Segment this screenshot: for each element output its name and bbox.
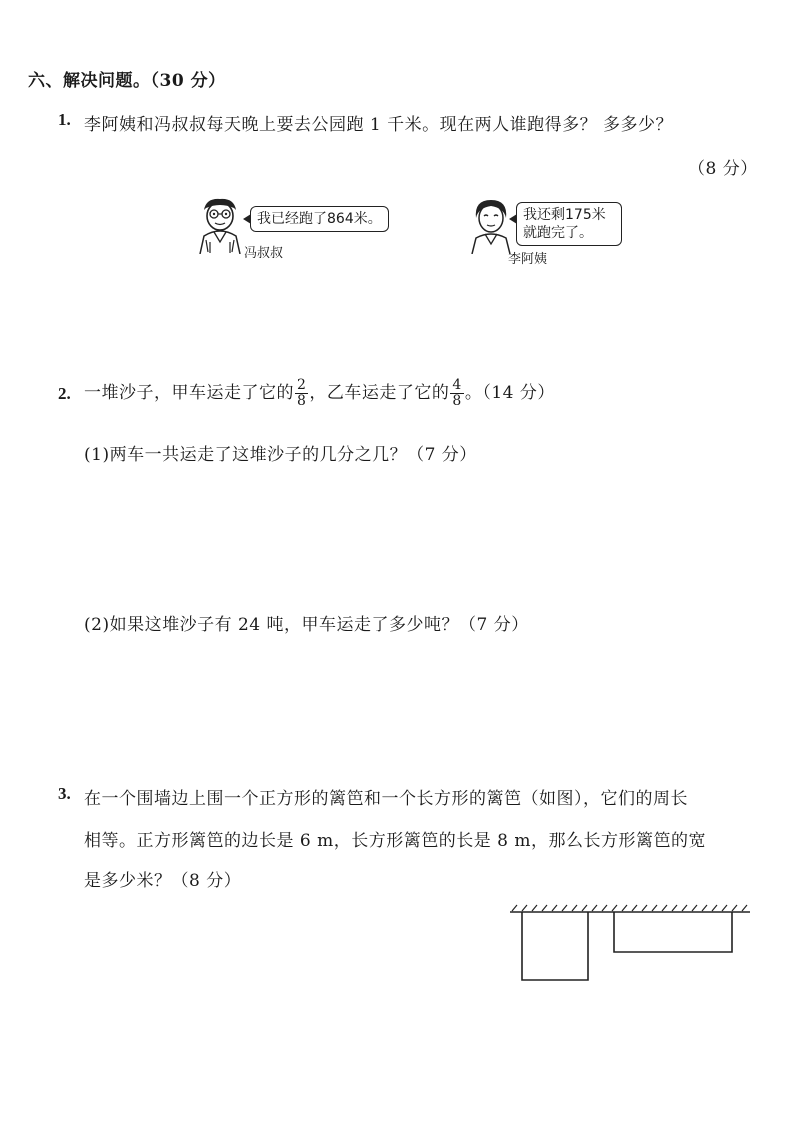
fraction-numerator: 2: [297, 377, 307, 393]
q3-number: 3.: [58, 784, 71, 803]
q2-text-b: ，乙车运走了它的: [309, 383, 450, 403]
wall-hatching: [510, 905, 750, 912]
q3-line2: 相等。正方形篱笆的边长是 6 m，长方形篱笆的长是 8 m，那么长方形篱笆的宽: [84, 831, 706, 851]
fraction-denominator: 8: [452, 393, 462, 409]
uncle-bubble-tail: [243, 214, 251, 224]
aunt-bubble-tail: [509, 214, 517, 224]
aunt-bubble-line1: 我还剩175米: [523, 207, 606, 223]
fence-diagram-svg: [506, 902, 754, 986]
square-fence: [522, 912, 588, 980]
uncle-feng-illustration: [196, 196, 244, 254]
fraction-two-eighths: [295, 378, 308, 409]
q1-text: 李阿姨和冯叔叔每天晚上要去公园跑 1 千米。现在两人谁跑得多？ 多多少？: [84, 115, 674, 135]
aunt-figure-icon: [468, 196, 514, 254]
q2-number: 2.: [58, 384, 71, 403]
fence-diagram: [506, 902, 754, 986]
fraction-four-eighths: [450, 378, 463, 409]
q3-line1: 在一个围墙边上围一个正方形的篱笆和一个长方形的篱笆（如图），它们的周长: [84, 789, 688, 809]
q2-text: [84, 376, 555, 410]
q1-score: （8 分）: [688, 159, 758, 179]
rectangle-fence: [614, 912, 732, 952]
section-title: 六、解决问题。（30 分）: [28, 71, 226, 91]
q2-text-a: 一堆沙子，甲车运走了它的: [84, 383, 294, 403]
uncle-speech-bubble: 我已经跑了864米。: [250, 206, 389, 232]
uncle-figure-icon: [196, 196, 244, 254]
uncle-caption: 冯叔叔: [244, 246, 284, 261]
q2-text-c: 。（14 分）: [464, 383, 555, 403]
fraction-numerator: 4: [452, 377, 462, 393]
q2-sub2: (2)如果这堆沙子有 24 吨，甲车运走了多少吨？（7 分）: [84, 615, 529, 635]
aunt-bubble-line2: 就跑完了。: [523, 225, 593, 241]
q2-sub1: (1)两车一共运走了这堆沙子的几分之几？（7 分）: [84, 445, 477, 465]
aunt-li-illustration: [468, 196, 514, 254]
aunt-speech-bubble: [516, 202, 622, 246]
q1-number: 1.: [58, 110, 71, 129]
fraction-denominator: 8: [297, 393, 307, 409]
aunt-caption: 李阿姨: [508, 252, 548, 267]
q3-line3: 是多少米？（8 分）: [84, 871, 242, 891]
